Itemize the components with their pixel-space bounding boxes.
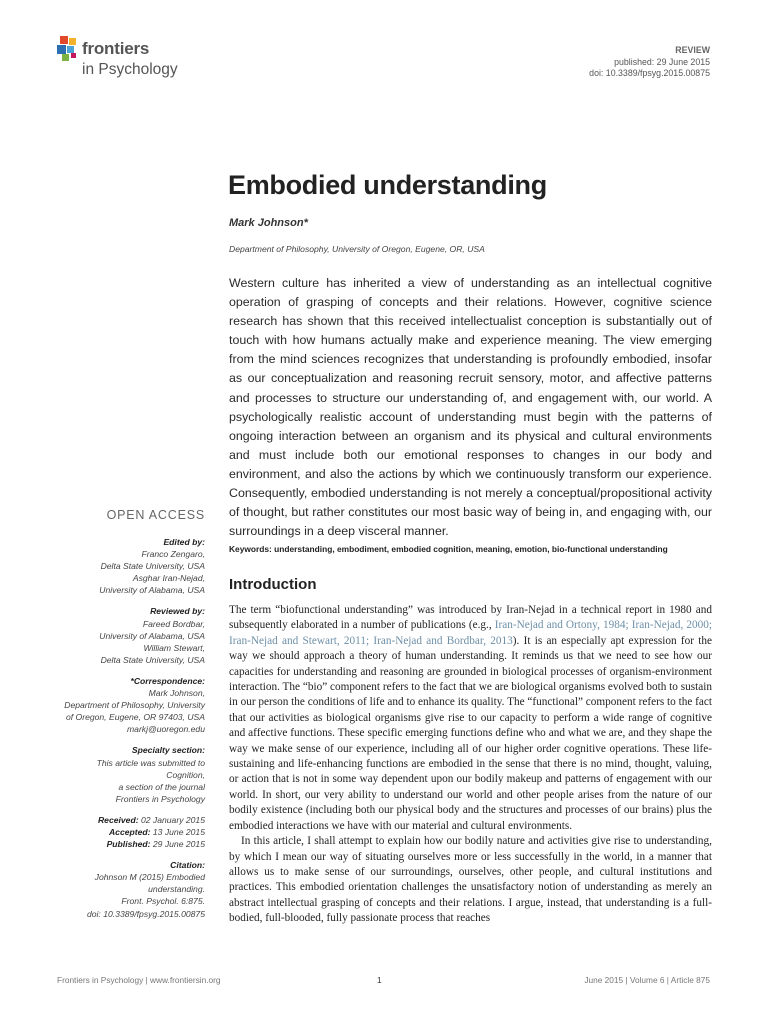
email-link[interactable]: markj@uoregon.edu — [127, 724, 205, 735]
reviewer-line: Delta State University, USA — [100, 654, 205, 665]
journal-name: in Psychology — [82, 61, 178, 78]
received-date: Received: 02 January 2015 — [97, 814, 205, 825]
correspondence-line: Mark Johnson, — [148, 688, 205, 699]
reviewer-line: University of Alabama, USA — [99, 630, 205, 641]
author-affiliation: Department of Philosophy, University of Oregon, Eugene, OR, USA — [229, 244, 485, 254]
correspondence-line: of Oregon, Eugene, OR 97403, USA — [65, 712, 205, 723]
reviewer-line: William Stewart, — [143, 642, 205, 653]
keywords — [229, 544, 668, 554]
citation-line: Front. Psychol. 6:875. — [121, 896, 205, 907]
paragraph: In this article, I shall attempt to explain how our bodily nature and activities give rise to understanding, by which I mean our way of situating ourselves more or less successfully in the world, in a manner that allows us to make sense of our surroundings, ourselves, other people, and cultural institutions and practices. This embodied orientation challenges the unsatisfactory notion of understanding as merely an abstract intellectual grasping of concepts and their relations. I argue, instead, that understanding is a full-bodied, full-blooded, fully passionate process that reaches — [229, 835, 712, 925]
open-access-label: OPEN ACCESS — [106, 508, 205, 522]
keywords-label: Keywords: — [229, 544, 272, 554]
correspondence-block — [5, 675, 205, 735]
citation-doi[interactable]: doi: 10.3389/fpsyg.2015.00875 — [86, 908, 205, 919]
section-heading: Introduction — [229, 576, 317, 593]
article-title: Embodied understanding — [228, 170, 547, 200]
citation-line: understanding. — [148, 884, 205, 895]
author-name[interactable]: Mark Johnson* — [229, 217, 308, 229]
accepted-date: Accepted: 13 June 2015 — [108, 826, 205, 837]
specialty-line: Frontiers in Psychology — [115, 793, 205, 804]
citation-heading: Citation: — [170, 860, 205, 871]
footer-issue: June 2015 | Volume 6 | Article 875 — [584, 975, 710, 985]
editor-line: Delta State University, USA — [100, 561, 205, 572]
article-sidebar — [5, 536, 205, 929]
specialty-block — [5, 744, 205, 804]
reviewed-by-block — [5, 605, 205, 665]
reviewed-by-heading: Reviewed by: — [150, 606, 205, 617]
dates-block — [5, 814, 205, 850]
abstract: Western culture has inherited a view of understanding as an intellectual cognitive operation of grasping of concepts and their relations. However, cognitive science research has shown that this received intellectualist conception is substantially out of touch with how humans actually make and experience meaning. The view emerging from the mind sciences recognizes that understanding is profoundly embodied, insofar as our conceptualization and reasoning recruit sensory, motor, and affective patterns and processes to structure our understanding of, and engagement with, our world. A psychologically realistic account of understanding must begin with the patterns of ongoing interaction between an organism and its physical and cultural environments and must include both our emotional responses to changes in our body and environment, and also the actions by which we continuously transform our experience. Consequently, embodied understanding is not merely a conceptual/propositional activity of thought, but rather constitutes our most basic way of being in, and engaging with, our surroundings in a deep visceral manner. — [229, 276, 712, 539]
body-text — [229, 603, 712, 927]
keywords-list: understanding, embodiment, embodied cognition, meaning, emotion, bio-functional understanding — [274, 544, 668, 554]
paragraph: The term “biofunctional understanding” was introduced by Iran-Nejad in a technical report in 1980 and subsequently elaborated in a number of publications (e.g., Iran-Nejad and Ortony, 1984; Iran-Nejad, 2000; Iran-Nejad and Stewart, 2011; Iran-Nejad and Bordbar, 2013). It is an especially apt expression for the way we should approach a theory of human understanding. It reminds us that we need to see how our capacities for understanding and reasoning are grounded in biological processes of organism-environment interaction. The “bio” component refers to the fact that we are biological organisms evolved both to sustain in our person the conditions of life and to enhance its quality. The “functional” component refers to the fact that our activities as biological organisms give rise to our capacity to perform a wide range of cognitive and affective functions. These specific emerging functions define who and what we are, and they shape the way we make sense of our experience, including all of our higher order cognitive operations. These life-sustaining and life-enhancing functions are embodied in the sense that there is no mind, thought, valuing, or action that is not in some way dependent upon our bodily makeup and patterns of engagement with our world. In short, our very ability to understand our world and other people arises from the nature of our bodily existence (including both our physical body and the structures and processes of our brains) plus the embodied interactions we have with our material and cultural environments. — [229, 604, 712, 832]
reviewer-line: Fareed Bordbar, — [142, 618, 205, 629]
brand-name: frontiers — [82, 39, 150, 58]
correspondence-heading: *Correspondence: — [130, 675, 205, 686]
footer-journal[interactable]: Frontiers in Psychology | www.frontiersin.org — [57, 975, 221, 985]
citation-block — [5, 859, 205, 919]
doi-link[interactable]: doi: 10.3389/fpsyg.2015.00875 — [589, 68, 710, 78]
specialty-line: Cognition, — [166, 769, 205, 780]
citation-line: Johnson M (2015) Embodied — [94, 872, 205, 883]
editor-line: Franco Zengaro, — [141, 549, 205, 560]
specialty-line: a section of the journal — [118, 781, 205, 792]
editor-line: Asghar Iran-Nejad, — [132, 573, 205, 584]
edited-by-heading: Edited by: — [163, 537, 205, 547]
article-meta — [589, 45, 710, 80]
edited-by-block — [5, 536, 205, 596]
specialty-heading: Specialty section: — [131, 745, 205, 756]
page-number: 1 — [377, 975, 382, 985]
published-date: published: 29 June 2015 — [614, 56, 710, 67]
article-type: REVIEW — [675, 45, 710, 55]
frontiers-logo-icon — [57, 36, 81, 62]
editor-line: University of Alabama, USA — [99, 585, 205, 596]
citation-links[interactable]: Iran-Nejad and Ortony, 1984; Iran-Nejad, 2000; Iran-Nejad and Stewart, 2011; Iran-Nejad and Bordbar, 2013 — [229, 619, 712, 647]
published-date-sidebar: Published: 29 June 2015 — [106, 839, 205, 850]
specialty-line: This article was submitted to — [96, 757, 205, 768]
journal-logo — [57, 36, 207, 82]
correspondence-line: Department of Philosophy, University — [64, 700, 205, 711]
